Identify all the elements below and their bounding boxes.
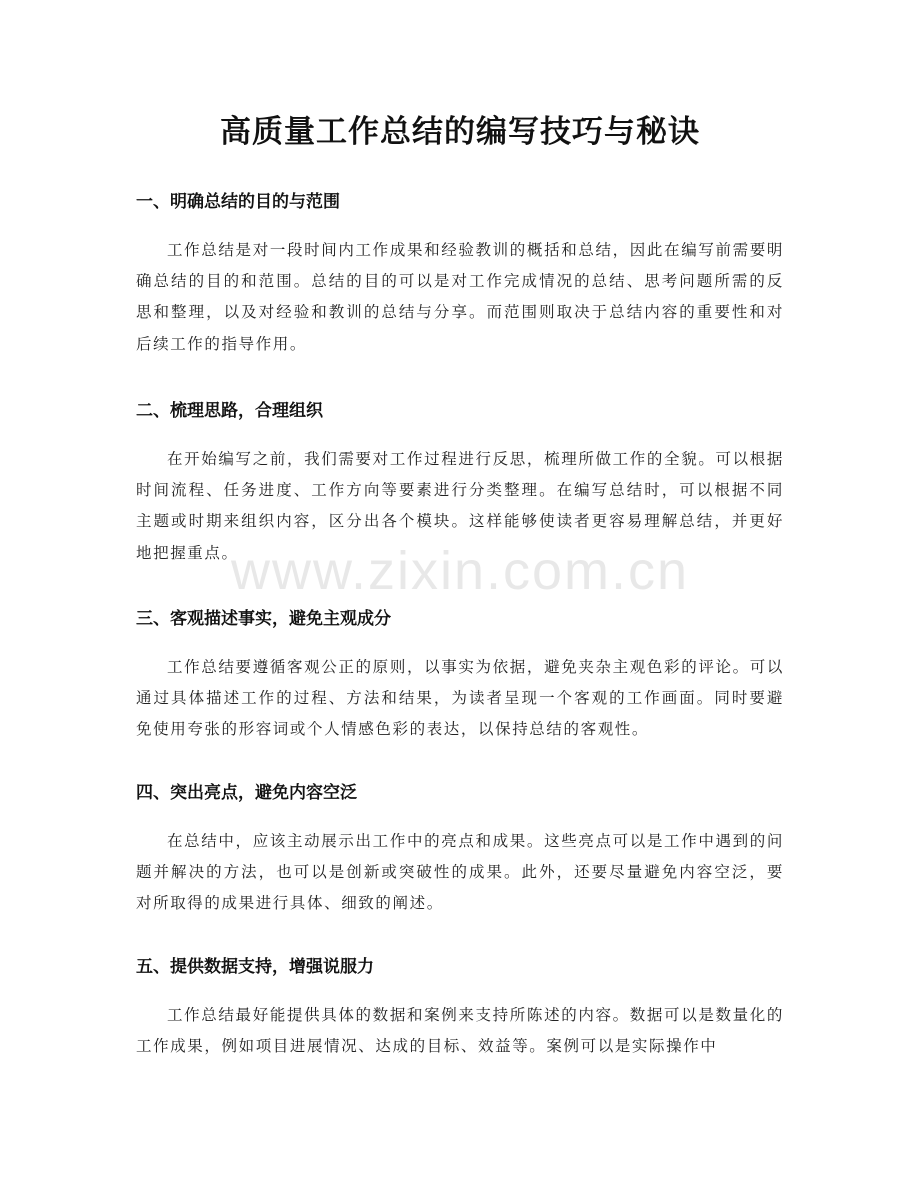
section-body-2: 在开始编写之前，我们需要对工作过程进行反思，梳理所做工作的全貌。可以根据时间流程、任务进度、工作方向等要素进行分类整理。在编写总结时，可以根据不同主题或时期来组织内容，区分出各个模块。这样能够使读者更容易理解总结，并更好地把握重点。 bbox=[136, 450, 784, 562]
section-heading-2: 二、梳理思路，合理组织 bbox=[136, 401, 323, 421]
section-heading-4: 四、突出亮点，避免内容空泛 bbox=[136, 783, 357, 803]
section-heading-3: 三、客观描述事实，避免主观成分 bbox=[136, 609, 391, 629]
section-body-3: 工作总结要遵循客观公正的原则，以事实为依据，避免夹杂主观色彩的评论。可以通过具体描述工作的过程、方法和结果，为读者呈现一个客观的工作画面。同时要避免使用夸张的形容词或个人情感色彩的表达，以保持总结的客观性。 bbox=[136, 658, 784, 739]
section-body-5: 工作总结最好能提供具体的数据和案例来支持所陈述的内容。数据可以是数量化的工作成果，例如项目进展情况、达成的目标、效益等。案例可以是实际操作中 bbox=[136, 1006, 784, 1056]
section-heading-1: 一、明确总结的目的与范围 bbox=[136, 192, 340, 212]
document-title: 高质量工作总结的编写技巧与秘诀 bbox=[220, 114, 700, 150]
section-heading-5: 五、提供数据支持，增强说服力 bbox=[136, 957, 374, 977]
section-body-1: 工作总结是对一段时间内工作成果和经验教训的概括和总结，因此在编写前需要明确总结的目的和范围。总结的目的可以是对工作完成情况的总结、思考问题所需的反思和整理，以及对经验和教训的总结与分享。而范围则取决于总结内容的重要性和对后续工作的指导作用。 bbox=[136, 241, 784, 353]
watermark: www.zixin.com.cn bbox=[230, 541, 690, 601]
section-body-4: 在总结中，应该主动展示出工作中的亮点和成果。这些亮点可以是工作中遇到的问题并解决的方法，也可以是创新或突破性的成果。此外，还要尽量避免内容空泛，要对所取得的成果进行具体、细致的阐述。 bbox=[136, 832, 784, 913]
